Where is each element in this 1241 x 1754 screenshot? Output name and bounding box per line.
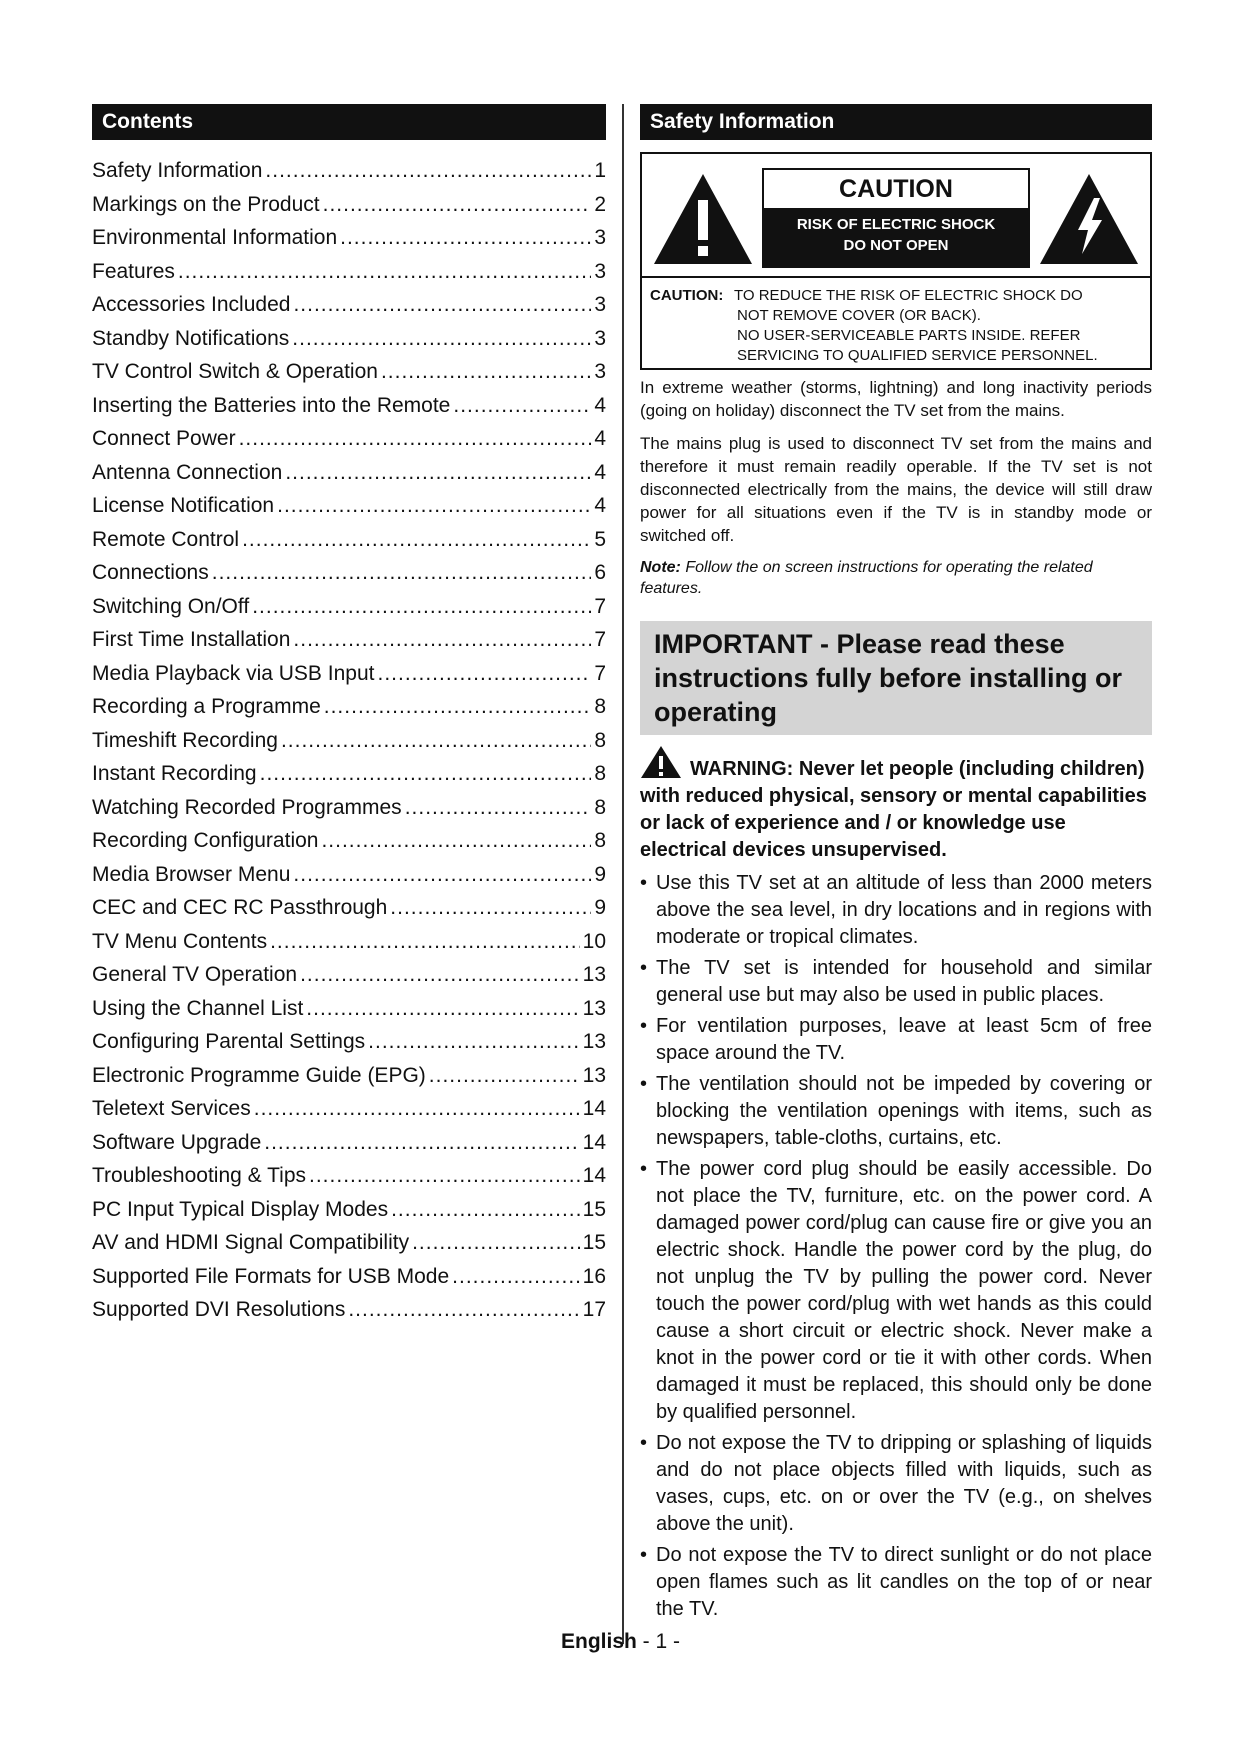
toc-item-title: Remote Control bbox=[92, 527, 240, 551]
safety-bullet: • For ventilation purposes, leave at least 5cm of free space around the TV. bbox=[640, 1013, 1152, 1067]
note-text: Follow the on screen instructions for operating the related features. bbox=[640, 559, 1093, 597]
toc-dot-leader bbox=[452, 1260, 579, 1294]
caution-title: CAUTION bbox=[839, 175, 953, 203]
toc-dot-leader bbox=[252, 590, 591, 624]
toc-item-page: 7 bbox=[594, 594, 606, 618]
toc-item-page: 8 bbox=[594, 762, 606, 785]
toc-item-page: 16 bbox=[582, 1264, 606, 1288]
toc-item-title: Media Playback via USB Input bbox=[92, 661, 375, 685]
toc-item[interactable] bbox=[92, 1092, 606, 1126]
toc-dot-leader bbox=[292, 322, 591, 356]
toc-item-title: PC Input Typical Display Modes bbox=[92, 1197, 389, 1221]
toc-item-title: Antenna Connection bbox=[92, 460, 283, 484]
toc-item[interactable] bbox=[92, 757, 606, 791]
toc-item[interactable] bbox=[92, 657, 606, 691]
toc-item-page: 7 bbox=[594, 628, 606, 651]
toc-dot-leader bbox=[265, 154, 591, 188]
toc-item-page: 6 bbox=[594, 561, 606, 584]
toc-dot-leader bbox=[264, 1126, 579, 1160]
toc-item-page: 14 bbox=[582, 1164, 606, 1187]
toc-dot-leader bbox=[391, 1193, 580, 1227]
column-divider bbox=[622, 104, 624, 1644]
toc-item[interactable] bbox=[92, 154, 606, 188]
toc-item[interactable] bbox=[92, 623, 606, 657]
toc-item-page: 8 bbox=[594, 829, 606, 852]
toc-item-page: 1 bbox=[594, 159, 606, 182]
lightning-bolt-icon bbox=[1038, 172, 1140, 266]
note-label: Note: bbox=[640, 559, 681, 576]
toc-dot-leader bbox=[178, 255, 591, 289]
toc-item[interactable] bbox=[92, 422, 606, 456]
toc-dot-leader bbox=[340, 221, 591, 255]
toc-dot-leader bbox=[348, 1293, 579, 1327]
toc-item-title: Media Browser Menu bbox=[92, 862, 291, 886]
toc-dot-leader bbox=[412, 1226, 580, 1260]
toc-item-page: 9 bbox=[594, 862, 606, 886]
toc-item-page: 15 bbox=[582, 1231, 606, 1254]
toc-dot-leader bbox=[306, 992, 579, 1026]
toc-item-title: Supported DVI Resolutions bbox=[92, 1298, 346, 1321]
toc-dot-leader bbox=[390, 891, 591, 925]
toc-item[interactable] bbox=[92, 288, 606, 322]
toc-item-page: 8 bbox=[594, 728, 606, 752]
toc-item[interactable] bbox=[92, 389, 606, 423]
toc-item-title: Features bbox=[92, 259, 175, 283]
warning-paragraph bbox=[640, 745, 1152, 864]
warning-text: WARNING: Never let people (including children) with reduced physical, sensory or mental capabilities or lack of experience and / or knowledge use electrical devices unsupervised. bbox=[640, 758, 1147, 861]
mains-plug-paragraph: The mains plug is used to disconnect TV set from the mains and therefore it must remain readily operable. If the TV set is not disconnected electrically from the mains, the device will still draw power for all situations even if the TV is in standby mode or switched off. bbox=[640, 434, 1152, 545]
safety-bullet-list bbox=[640, 870, 1152, 1623]
toc-dot-leader bbox=[293, 858, 591, 892]
toc-item-title: Standby Notifications bbox=[92, 326, 290, 350]
caution-line: NO USER-SERVICEABLE PARTS INSIDE. REFER bbox=[737, 327, 1081, 344]
safety-bullet: • Do not expose the TV to dripping or splashing of liquids and do not place objects filled with liquids, such as vases, cups, etc. on or over the TV (e.g., on shelves above the unit). bbox=[640, 1430, 1152, 1538]
toc-dot-leader bbox=[321, 824, 591, 858]
caution-subtitle bbox=[764, 208, 1028, 266]
toc-item[interactable] bbox=[92, 1193, 606, 1227]
toc-dot-leader bbox=[324, 690, 592, 724]
toc-item[interactable] bbox=[92, 992, 606, 1026]
toc-dot-leader bbox=[212, 556, 592, 590]
exclamation-warning-icon bbox=[652, 172, 754, 266]
toc-item-page: 10 bbox=[582, 929, 606, 953]
toc-dot-leader bbox=[281, 724, 591, 758]
toc-item[interactable] bbox=[92, 824, 606, 858]
toc-item-page: 9 bbox=[594, 896, 606, 919]
toc-item-title: Markings on the Product bbox=[92, 192, 320, 216]
toc-dot-leader bbox=[242, 523, 591, 557]
warning-triangle-icon bbox=[640, 745, 682, 779]
toc-item[interactable] bbox=[92, 355, 606, 389]
weather-paragraph: In extreme weather (storms, lightning) and long inactivity periods (going on holiday) disconnect the TV set from the mains. bbox=[640, 378, 1152, 420]
toc-item-title: CEC and CEC RC Passthrough bbox=[92, 896, 388, 919]
toc-item[interactable] bbox=[92, 1059, 606, 1093]
toc-dot-leader bbox=[293, 288, 591, 322]
toc-item-title: Connect Power bbox=[92, 427, 236, 450]
toc-item-title: TV Menu Contents bbox=[92, 929, 268, 953]
toc-item-title: Recording a Programme bbox=[92, 695, 321, 718]
toc-item[interactable] bbox=[92, 690, 606, 724]
toc-item[interactable] bbox=[92, 1025, 606, 1059]
toc-dot-leader bbox=[260, 757, 592, 791]
toc-item-page: 13 bbox=[582, 963, 606, 986]
toc-dot-leader bbox=[368, 1025, 579, 1059]
toc-item[interactable] bbox=[92, 322, 606, 356]
contents-header: Contents bbox=[92, 104, 606, 140]
toc-item-page: 3 bbox=[594, 259, 606, 283]
caution-line: NOT REMOVE COVER (OR BACK). bbox=[737, 307, 981, 324]
toc-item[interactable] bbox=[92, 925, 606, 959]
toc-item-title: Electronic Programme Guide (EPG) bbox=[92, 1063, 426, 1087]
toc-item-page: 4 bbox=[594, 427, 606, 450]
toc-item-title: Accessories Included bbox=[92, 293, 291, 316]
toc-item-title: Switching On/Off bbox=[92, 594, 250, 618]
safety-bullet: • The power cord plug should be easily accessible. Do not place the TV, furniture, etc. on the power cord. A damaged power cord/plug can cause fire or give you an electric shock. Handle the power cord by the plug, do not unplug the TV by pulling the power cord. Never touch the power cord/plug with wet hands as this could cause a short circuit or electric shock. Never make a knot in the power cord or tie it with other cords. When damaged it must be replaced, this should only be done by qualified personnel. bbox=[640, 1156, 1152, 1426]
safety-bullet: • Use this TV set at an altitude of less than 2000 meters above the sea level, in dry locations and in regions with moderate or tropical climates. bbox=[640, 870, 1152, 951]
toc-item[interactable] bbox=[92, 891, 606, 925]
caution-line: SERVICING TO QUALIFIED SERVICE PERSONNEL. bbox=[737, 347, 1098, 364]
important-banner: IMPORTANT - Please read these instructions fully before installing or operating bbox=[640, 621, 1152, 735]
toc-dot-leader bbox=[377, 657, 591, 691]
caution-line: TO REDUCE THE RISK OF ELECTRIC SHOCK DO bbox=[734, 287, 1083, 304]
footer-language: English bbox=[560, 1630, 637, 1653]
caution-subtitle-line-1: RISK OF ELECTRIC SHOCK bbox=[796, 216, 996, 233]
toc-item-page: 8 bbox=[594, 795, 606, 819]
toc-item-title: Environmental Information bbox=[92, 226, 338, 249]
toc-item[interactable] bbox=[92, 791, 606, 825]
caution-panel bbox=[762, 168, 1030, 268]
toc-item[interactable] bbox=[92, 188, 606, 222]
note-paragraph bbox=[640, 557, 1152, 599]
toc-item-title: Safety Information bbox=[92, 159, 263, 182]
toc-item[interactable] bbox=[92, 1126, 606, 1160]
toc-item-page: 2 bbox=[594, 192, 606, 216]
toc-item[interactable] bbox=[92, 1159, 606, 1193]
contents-column bbox=[92, 104, 606, 1327]
toc-item-title: Software Upgrade bbox=[92, 1130, 262, 1154]
toc-item[interactable] bbox=[92, 456, 606, 490]
toc-dot-leader bbox=[254, 1092, 580, 1126]
toc-item-title: First Time Installation bbox=[92, 628, 291, 651]
toc-dot-leader bbox=[300, 958, 580, 992]
toc-item[interactable] bbox=[92, 255, 606, 289]
toc-item-title: Instant Recording bbox=[92, 762, 257, 785]
toc-item[interactable] bbox=[92, 556, 606, 590]
toc-item-page: 7 bbox=[594, 661, 606, 685]
toc-item-title: AV and HDMI Signal Compatibility bbox=[92, 1231, 410, 1254]
safety-bullet: • Do not expose the TV to direct sunlight or do not place open flames such as lit candles on the top of or near the TV. bbox=[640, 1542, 1152, 1623]
toc-item-title: Teletext Services bbox=[92, 1097, 251, 1120]
toc-item-page: 3 bbox=[594, 360, 606, 383]
toc-dot-leader bbox=[285, 456, 591, 490]
safety-column bbox=[640, 104, 1152, 1627]
toc-item-title: Supported File Formats for USB Mode bbox=[92, 1264, 450, 1288]
toc-dot-leader bbox=[309, 1159, 580, 1193]
toc-dot-leader bbox=[453, 389, 591, 423]
toc-item-page: 3 bbox=[594, 226, 606, 249]
toc-item[interactable] bbox=[92, 489, 606, 523]
toc-item[interactable] bbox=[92, 724, 606, 758]
toc-item[interactable] bbox=[92, 958, 606, 992]
safety-header: Safety Information bbox=[640, 104, 1152, 140]
toc-item-title: TV Control Switch & Operation bbox=[92, 360, 378, 383]
toc-item-page: 4 bbox=[594, 460, 606, 484]
toc-item-page: 8 bbox=[594, 695, 606, 718]
toc-item-page: 3 bbox=[594, 326, 606, 350]
toc-item-page: 5 bbox=[594, 527, 606, 551]
toc-dot-leader bbox=[429, 1059, 580, 1093]
toc-item-page: 15 bbox=[582, 1197, 606, 1221]
toc-item-title: Timeshift Recording bbox=[92, 728, 278, 752]
caution-text-label: CAUTION: bbox=[650, 287, 724, 304]
toc-item-page: 17 bbox=[582, 1298, 606, 1321]
toc-dot-leader bbox=[277, 489, 591, 523]
toc-item-title: Configuring Parental Settings bbox=[92, 1030, 366, 1053]
toc-item-title: Troubleshooting & Tips bbox=[92, 1164, 307, 1187]
caution-text bbox=[642, 278, 1150, 366]
toc-item[interactable] bbox=[92, 590, 606, 624]
toc-item[interactable] bbox=[92, 1260, 606, 1294]
toc-dot-leader bbox=[270, 925, 580, 959]
toc-item[interactable] bbox=[92, 221, 606, 255]
caution-label-box bbox=[640, 152, 1152, 370]
toc-item-title: Connections bbox=[92, 561, 209, 584]
toc-item-title: License Notification bbox=[92, 494, 275, 517]
caution-subtitle-line-2: DO NOT OPEN bbox=[843, 237, 949, 254]
footer-page-number: - 1 - bbox=[642, 1630, 681, 1653]
toc-item-page: 14 bbox=[582, 1130, 606, 1154]
toc-item-page: 13 bbox=[582, 996, 606, 1020]
toc-item-page: 4 bbox=[594, 393, 606, 417]
toc-item-title: Watching Recorded Programmes bbox=[92, 795, 402, 819]
page-footer bbox=[0, 1630, 1241, 1654]
toc-item-page: 13 bbox=[582, 1063, 606, 1087]
toc-dot-leader bbox=[323, 188, 592, 222]
safety-bullet: • The TV set is intended for household and similar general use but may also be used in public places. bbox=[640, 955, 1152, 1009]
toc-item[interactable] bbox=[92, 1293, 606, 1327]
toc-dot-leader bbox=[381, 355, 591, 389]
safety-bullet: • The ventilation should not be impeded by covering or blocking the ventilation openings with items, such as newspapers, table-cloths, curtains, etc. bbox=[640, 1071, 1152, 1152]
contents-list bbox=[92, 154, 606, 1327]
toc-item-page: 4 bbox=[594, 494, 606, 517]
toc-dot-leader bbox=[293, 623, 591, 657]
toc-item-title: Recording Configuration bbox=[92, 829, 319, 852]
toc-dot-leader bbox=[405, 791, 592, 825]
toc-item-page: 3 bbox=[594, 293, 606, 316]
toc-dot-leader bbox=[239, 422, 592, 456]
toc-item-title: General TV Operation bbox=[92, 963, 298, 986]
toc-item-page: 13 bbox=[582, 1030, 606, 1053]
toc-item[interactable] bbox=[92, 1226, 606, 1260]
toc-item-title: Inserting the Batteries into the Remote bbox=[92, 393, 451, 417]
toc-item-page: 14 bbox=[582, 1097, 606, 1120]
toc-item-title: Using the Channel List bbox=[92, 996, 304, 1020]
toc-item[interactable] bbox=[92, 858, 606, 892]
toc-item[interactable] bbox=[92, 523, 606, 557]
